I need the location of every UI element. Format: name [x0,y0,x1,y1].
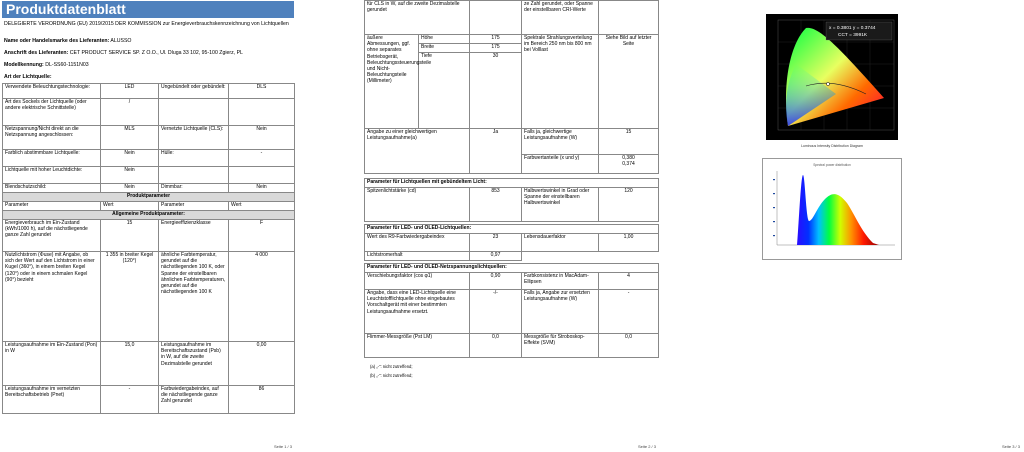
cell [229,99,295,126]
cell: Wert des R9-Farbwiedergabeindex [365,234,470,252]
cell: für CLS in W, auf die zweite Dezimalstelle gerundet [365,1,470,35]
cell: Blendschutzschild: [3,184,101,193]
page-number: Seite 2 / 3 [637,444,656,449]
spectrum-caption: Spectral power distribution [813,163,851,167]
cell: Leistungsaufnahme im Ein-Zustand (Pon) in W [3,342,101,386]
regulation-text: DELEGIERTE VERORDNUNG (EU) 2019/2015 DER KOMMISSION zur Energieverbrauchskennzeichnung von Lichtquellen [4,21,289,27]
cell: Netzspannung/Nicht direkt an die Netzspannung angeschlossen: [3,126,101,150]
table-row [3,202,295,211]
cell: Hülle: [159,150,229,167]
cie-chromaticity-figure [766,14,898,148]
cell: / [101,99,159,126]
cell: Angabe, dass eine LED-Lichtquelle eine Leuchtstofflichtquelle ohne eingebautes Vorschaltgerät mit einer bestimmten Leistungsaufnahme ersetzt. [365,290,470,334]
cell: ze Zahl gerundet, oder Spanne der einstellbaren CRI-Werte [522,1,599,35]
cell: Spektrale Strahlungsverteilung im Bereich 250 nm bis 800 nm bei Volllast [522,35,599,129]
table-row [3,126,295,150]
cell: - [599,290,659,334]
cell: Nutzlichtstrom (Φuse) mit Angabe, ob sich der Wert auf den Lichtstrom in einer Kugel (360°), in einem breiten Kegel (120°) oder in einem schmalen Kegel (90°) bezieht [3,252,101,342]
cell: 120 [599,188,659,222]
product-params-heading: Produktparameter [3,193,295,202]
spectrum-figure [762,158,902,260]
chroma-x: 0,380 [622,155,635,161]
cell: Lichtquelle mit hoher Leuchtdichte: [3,167,101,184]
cell: Art des Sockels der Lichtquelle (oder andere elektrische Schnittstelle) [3,99,101,126]
cell: Nein [229,126,295,150]
cie-xy-readout: x = 0.3801 y = 0.3744 [829,26,876,31]
cell: 30 [470,53,522,129]
cell: 0,00 [229,342,295,386]
cell: 853 [470,188,522,222]
table-row [3,386,295,414]
brand-value: ALUSSO [110,38,132,44]
cell [470,1,522,35]
col-header: Wert [229,202,295,211]
cell: Angabe zu einer gleichwertigen Leistungsaufnahme(a) [365,129,470,174]
cell: Lebensdauerfaktor [522,234,599,252]
datasheet-title: Produktdatenblatt [2,1,294,18]
directional-table [364,178,659,222]
cell: - [101,386,159,414]
cell: 15 [101,220,159,252]
cell: 4 [599,273,659,290]
section-heading: Parameter für LED- und OLED-Lichtquellen: [365,225,659,234]
address-value: CET PRODUCT SERVICE SP. Z O.O., Ul. Dluga 33 102, 95-100 Zgierz, PL [69,50,243,56]
cell: Höhe [419,35,470,44]
cell: 0,90 [470,273,522,290]
cell: Farbkonsistenz in MacAdam-Ellipsen [522,273,599,290]
cell: 0,0 [470,334,522,358]
table-row [3,99,295,126]
cell: Lichtstromerhalt [365,252,470,261]
cell: Nein [101,150,159,167]
cell: Farbwertanteile (x und y) [522,155,599,174]
cell: Messgröße für Stroboskop-Effekte (SVM) [522,334,599,358]
cell: MLS [101,126,159,150]
col-header: Parameter [159,202,229,211]
cell: ähnliche Farbtemperatur, gerundet auf die nächstliegenden 100 K, oder Spanne der einstellbaren ähnlichen Farbtemperaturen, gerundet auf die nächstliegenden 100 K [159,252,229,342]
page-3 [760,0,1024,452]
cell: 86 [229,386,295,414]
cell: Spitzenlichtstärke (cd) [365,188,470,222]
cell: Tiefe [419,53,470,129]
lightsource-label: Art der Lichtquelle: [4,74,52,80]
table-row [3,84,295,99]
cell: Leistungsaufnahme im Bereitschaftszustand (Psb) in W, auf die zweite Dezimalstelle gerundet [159,342,229,386]
table-row [365,188,659,222]
brand-line [4,38,292,45]
table-row [3,184,295,193]
cie-caption: Luminous Intensity Distribution Diagram [801,144,863,148]
spectrum-chart [763,159,901,259]
page-2 [362,0,660,452]
cell [599,252,659,261]
address-line [4,50,292,57]
table-row [365,234,659,252]
cell: 175 [470,35,522,44]
cell: Siehe Bild auf letzter Seite [599,35,659,129]
cell: Farblich abstimmbare Lichtquelle: [3,150,101,167]
cell [599,1,659,35]
chroma-y: 0,374 [622,161,635,168]
cell: 1 355 in breiter Kegel (120°) [101,252,159,342]
table-row [3,252,295,342]
cie-cct-readout: CCT = 3991K [838,33,868,38]
table-row [365,129,659,155]
footnotes [370,362,413,380]
cell: Vernetzte Lichtquelle (CLS): [159,126,229,150]
cell: Nein [101,167,159,184]
cell [229,167,295,184]
table-row [365,35,659,44]
table-row [3,342,295,386]
cell: 15,0 [101,342,159,386]
cell: - [229,150,295,167]
cell: Farbwiedergabeindex, auf die nächstliegende ganze Zahl gerundet [159,386,229,414]
cell: 0,97 [470,252,522,261]
cell: Energieverbrauch im Ein-Zustand (kWh/1000 h), auf die nächstliegende ganze Zahl gerundet [3,220,101,252]
cell: 15 [599,129,659,155]
section-heading: Parameter für Lichtquellen mit gebündeltem Licht: [365,179,659,188]
table-row [3,150,295,167]
general-params-heading: Allgemeine Produktparameter: [3,211,295,220]
brand-label: Name oder Handelsmarke des Lieferanten: [4,38,110,44]
cell [599,155,659,174]
cell: 1,00 [599,234,659,252]
col-header: Wert [101,202,159,211]
cie-diagram [766,14,898,140]
table-row [3,193,295,202]
cell: 23 [470,234,522,252]
cell: Leistungsaufnahme im vernetzten Bereitschaftsbetrieb (Pnet) [3,386,101,414]
page-1 [0,0,296,452]
table-row [365,1,659,35]
cell: -/- [470,290,522,334]
cell: Dimmbar: [159,184,229,193]
cell: Flimmer-Messgröße (Pst LM) [365,334,470,358]
table-row [365,334,659,358]
cell: äußere Abmessungen, ggf. ohne separates Betriebsgerät, Beleuchtungssteuerungsteile und Nicht-Beleuchtungsteile (Millimeter) [365,35,419,129]
table-row [3,220,295,252]
cell: 175 [470,44,522,53]
model-label: Modellkennung: [4,62,44,68]
mains-table [364,263,659,358]
table-row [365,179,659,188]
address-label: Anschrift des Lieferanten: [4,50,69,56]
led-table [364,224,659,261]
cell: Breite [419,44,470,53]
cell [159,167,229,184]
cell: Nein [101,184,159,193]
cell: Falls ja, Angabe zur ersetzten Leistungsaufnahme (W) [522,290,599,334]
spectrum-y-ticks [773,179,775,236]
chromaticity-point [826,82,829,85]
table-row [3,211,295,220]
model-line [4,62,292,69]
table-row [365,252,659,261]
cell: 4 000 [229,252,295,342]
cell: Nein [229,184,295,193]
table-row [365,290,659,334]
cell [159,99,229,126]
cell: F [229,220,295,252]
cell: Ja [470,129,522,174]
cell: Halbwertswinkel in Grad oder Spanne der einstellbaren Halbwertswinkel [522,188,599,222]
cell [522,252,599,261]
table-row [365,225,659,234]
table-row [365,264,659,273]
cell: DLS [229,84,295,99]
footnote-a: (a) „-“: nicht zutreffend; [370,364,413,369]
col-header: Parameter [3,202,101,211]
cell: 0,0 [599,334,659,358]
cell: Falls ja, gleichwertige Leistungsaufnahme (W) [522,129,599,155]
lightsource-heading [4,74,292,81]
spectral-power-curve [793,175,879,245]
page-number: Seite 1 / 3 [273,444,292,449]
page-number: Seite 3 / 3 [1001,444,1020,449]
cell: Verwendete Beleuchtungstechnologie: [3,84,101,99]
model-value: DL-SS60-1151N03 [45,62,89,68]
cell: Energieeffizienzklasse [159,220,229,252]
cell: LED [101,84,159,99]
cell: Verschiebungsfaktor (cos φ1) [365,273,470,290]
table-row [3,167,295,184]
cell: Ungebündelt oder gebündelt: [159,84,229,99]
params-table-top [364,0,659,174]
table-row [365,273,659,290]
lightsource-table [2,83,295,414]
footnote-b: (b) „-“: nicht zutreffend; [370,373,413,378]
section-heading: Parameter für LED- und OLED-Netzspannungslichtquellen: [365,264,659,273]
